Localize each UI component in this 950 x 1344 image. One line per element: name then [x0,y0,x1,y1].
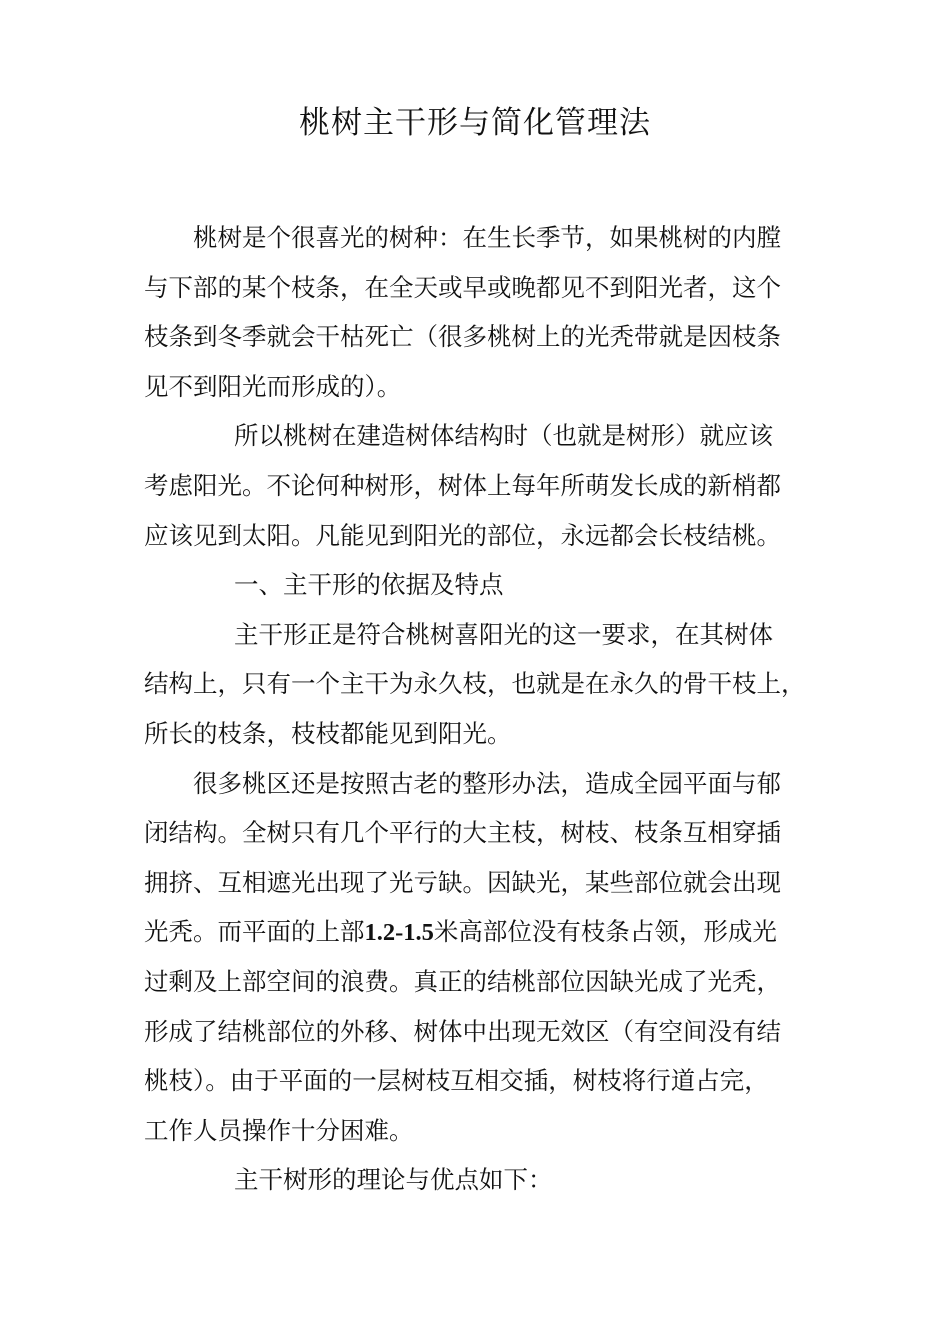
document-title: 桃树主干形与简化管理法 [299,105,651,141]
paragraph-1-line-1: 桃树是个很喜光的树种：在生长季节，如果桃树的内膛 [193,223,781,252]
paragraph-4-line-8: 工作人员操作十分困难。 [144,1115,414,1145]
paragraph-2-line-1: 所以桃树在建造树体结构时（也就是树形）就应该 [234,421,773,451]
paragraph-1-line-4: 见不到阳光而形成的）。 [144,371,402,401]
paragraph-4-line-1: 很多桃区还是按照古老的整形办法，造成全园平面与郁 [193,768,781,798]
paragraph-3-line-3: 所长的枝条，枝枝都能见到阳光。 [144,718,512,748]
paragraph-1-line-2: 与下部的某个枝条，在全天或早或晚都见不到阳光者，这个 [144,272,781,302]
height-range-value: 1.2-1.5 [364,919,434,947]
paragraph-2-line-2: 考虑阳光。不论何种树形，树体上每年所萌发长成的新梢都 [144,470,781,500]
section-heading-1: 一、主干形的依据及特点 [234,570,504,600]
paragraph-4-line-4-start: 光秃。而平面的上部 [144,917,365,947]
paragraph-2-line-3: 应该见到太阳。凡能见到阳光的部位，永远都会长枝结桃。 [144,520,781,550]
paragraph-4-line-4-end: 米高部位没有枝条占领，形成光 [433,917,777,947]
paragraph-4-line-6: 形成了结桃部位的外移、树体中出现无效区（有空间没有结 [144,1016,781,1046]
paragraph-4-line-2: 闭结构。全树只有几个平行的大主枝，树枝、枝条互相穿插 [144,818,781,848]
paragraph-4-line-5: 过剩及上部空间的浪费。真正的结桃部位因缺光成了光秃， [144,966,781,996]
paragraph-4-line-4 [144,907,812,957]
paragraph-5-line-1: 主干树形的理论与优点如下： [234,1165,553,1195]
document-body [144,213,812,1205]
paragraph-4-line-7: 桃枝）。由于平面的一层树枝互相交插，树枝将行道占完， [144,1066,769,1096]
paragraph-1-line-3: 枝条到冬季就会干枯死亡（很多桃树上的光秃带就是因枝条 [144,322,781,352]
paragraph-3-line-1: 主干形正是符合桃树喜阳光的这一要求，在其树体 [234,619,773,649]
paragraph-3-line-2: 结构上，只有一个主干为永久枝，也就是在永久的骨干枝上， [144,669,806,699]
paragraph-4-line-3: 拥挤、互相遮光出现了光亏缺。因缺光，某些部位就会出现 [144,867,781,897]
